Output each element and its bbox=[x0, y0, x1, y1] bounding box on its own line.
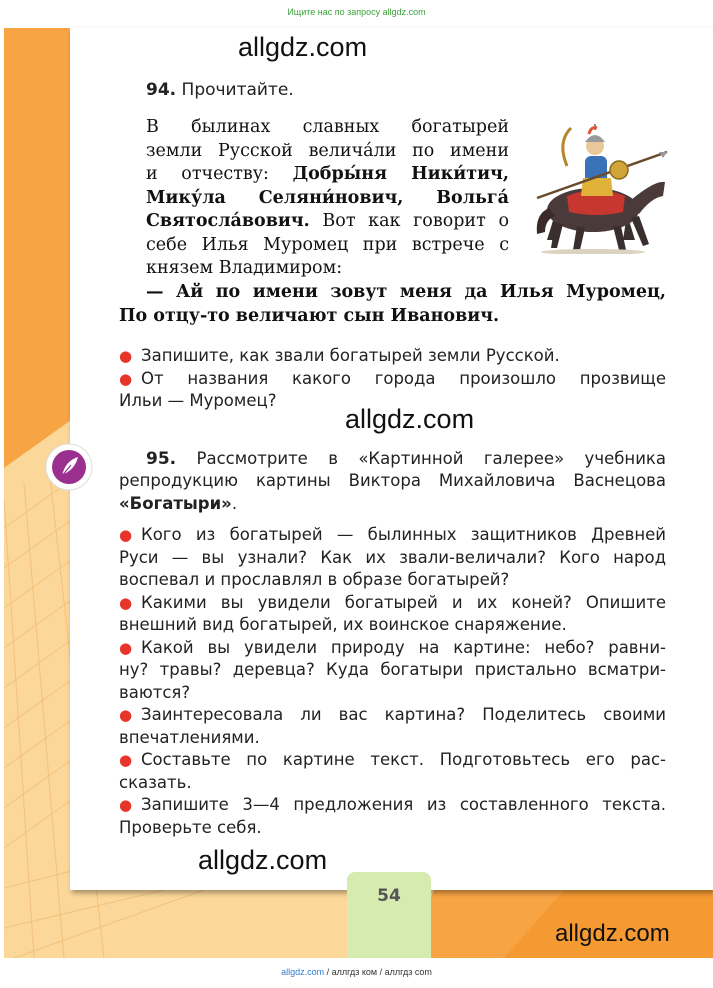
exercise-instruction: Прочитайте. bbox=[181, 80, 294, 100]
watermark: allgdz.com bbox=[238, 32, 368, 62]
top-banner[interactable]: Ищите нас по запросу allgdz.com bbox=[287, 7, 426, 17]
text-line bbox=[146, 163, 509, 187]
task-text: Заинтересовала ли вас картина? Поделитесь своими bbox=[141, 705, 666, 724]
task-text: Кого из богатырей — былинных защитников Древней bbox=[141, 525, 666, 544]
bullet-icon: ● bbox=[119, 369, 133, 388]
intro-line bbox=[119, 493, 666, 516]
page-number-tab bbox=[347, 872, 431, 958]
task-text: Запишите 3—4 предложения из составленного текста. bbox=[141, 795, 666, 814]
bullet-icon: ● bbox=[119, 796, 133, 814]
task-text: Какой вы увидели природу на картине: небо? равни- bbox=[141, 637, 666, 657]
bullet-icon: ● bbox=[119, 751, 133, 769]
exercise-95-intro-cont bbox=[119, 470, 666, 515]
page-number: 54 bbox=[377, 886, 401, 906]
exercise-94-tasks bbox=[119, 345, 666, 413]
task-line: Проверьте себя. bbox=[119, 817, 262, 837]
task-line: Ильи — Муромец? bbox=[119, 391, 277, 410]
task-line: сказать. bbox=[119, 772, 192, 792]
text-line: В былинах славных богатырей bbox=[146, 117, 509, 137]
text-fragment: и отчеству: bbox=[146, 164, 293, 184]
quote-line bbox=[119, 305, 666, 329]
knight-illustration bbox=[527, 122, 673, 254]
intro-text: . bbox=[231, 493, 238, 513]
bullet-icon: ● bbox=[119, 593, 133, 612]
bullet-icon: ● bbox=[119, 706, 133, 724]
task-line: Руси — вы узнали? Как их звали-величали? Кого народ bbox=[119, 547, 666, 567]
bottom-banner bbox=[0, 967, 713, 977]
exercise-94-title bbox=[146, 80, 294, 100]
text-fragment: Вот как говорит о bbox=[309, 211, 509, 231]
text-line bbox=[146, 210, 509, 234]
task-line bbox=[119, 368, 666, 391]
bottom-link[interactable]: аллгдз ком bbox=[331, 967, 378, 977]
watermark: allgdz.com bbox=[198, 845, 328, 875]
task-text: Запишите, как звали богатырей земли Русской. bbox=[141, 346, 560, 365]
task-line: внешний вид богатырей, их воинское снаряжение. bbox=[119, 615, 567, 634]
intro-text: Рассмотрите в «Картинной галерее» учебника bbox=[196, 449, 666, 468]
task-text: Составьте по картине текст. Подготовьтесь его рас- bbox=[141, 750, 666, 769]
painting-title: «Богатыри» bbox=[119, 493, 232, 513]
quote-line bbox=[119, 281, 666, 305]
task-line bbox=[119, 637, 666, 660]
watermark: allgdz.com bbox=[555, 920, 670, 947]
task-line: ну? травы? деревца? Куда богатыри пристально всматри- bbox=[119, 660, 666, 679]
text-line: себе Илья Муромец при встрече с bbox=[146, 234, 509, 255]
exercise-number: 95. bbox=[146, 449, 177, 469]
bold-name: Вольга́ bbox=[436, 187, 509, 208]
task-text: Какими вы увидели богатырей и их коней? Опишите bbox=[141, 592, 666, 612]
bold-name: Добры́ня Ники́тич, bbox=[292, 164, 510, 184]
task-line: воспевал и прославлял в образе богатырей? bbox=[119, 570, 510, 589]
intro-line: репродукцию картины Виктора Михайловича Васнецова bbox=[119, 471, 666, 490]
task-line bbox=[119, 794, 666, 817]
text-line bbox=[146, 187, 509, 211]
task-line bbox=[119, 345, 666, 368]
task-line bbox=[119, 749, 666, 772]
quote-text: По отцу-то величают сын Иванович. bbox=[119, 305, 500, 326]
task-line bbox=[119, 592, 666, 615]
separator: / bbox=[377, 967, 385, 977]
task-line bbox=[119, 704, 666, 727]
bold-name: Святосла́вович. bbox=[146, 211, 310, 231]
exercise-95-intro bbox=[146, 448, 666, 471]
bold-name: Мику́ла Селяни́нович, bbox=[146, 187, 437, 208]
text-line: земли Русской величáли по имени bbox=[146, 140, 509, 161]
intro-line bbox=[146, 448, 666, 471]
exercise-95-tasks bbox=[119, 524, 666, 839]
bullet-icon: ● bbox=[119, 526, 133, 544]
quill-icon bbox=[45, 443, 93, 491]
bottom-link[interactable]: аллгдз com bbox=[384, 967, 432, 977]
task-line bbox=[119, 524, 666, 547]
task-line: ваются? bbox=[119, 682, 191, 702]
bottom-link[interactable]: allgdz.com bbox=[281, 967, 325, 977]
bylina-quote bbox=[119, 281, 666, 328]
exercise-number: 94. bbox=[146, 80, 177, 100]
task-line: впечатлениями. bbox=[119, 727, 260, 747]
quote-text: — Ай по имени зовут меня да Илья Муромец, bbox=[146, 282, 666, 302]
watermark: allgdz.com bbox=[345, 404, 475, 434]
bylina-text bbox=[146, 116, 509, 281]
bullet-icon: ● bbox=[119, 638, 133, 657]
separator: / bbox=[324, 967, 332, 977]
task-text: От названия какого города произошло прозвище bbox=[141, 368, 666, 388]
bullet-icon: ● bbox=[119, 347, 133, 365]
text-line: князем Владимиром: bbox=[146, 258, 343, 278]
